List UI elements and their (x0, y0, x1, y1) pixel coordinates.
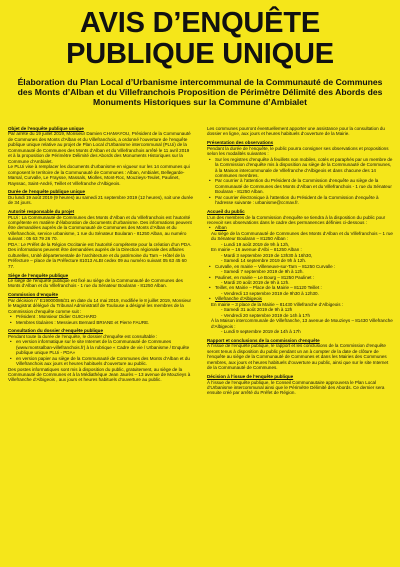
section-siege (8, 273, 194, 289)
paragraph: Pendant toute la durée de l’enquête, le dossier d’enquête est consultable : (8, 333, 158, 339)
date-line: - Samedi 7 septembre 2019 de 9h à 12h. (221, 269, 304, 275)
paragraph: Des postes informatiques sont mis à disposition du public, gratuitement, au siège de la Communauté de Communes et à la Médiathèque Jean Jaurès – 13 avenue de Mouzieys à Villefranche d’Albigeois , aux jours et heures habituels d’ouverture au public. (8, 366, 191, 383)
permanence-list (207, 264, 393, 269)
paragraph: L’un des membres de la Commission d’enquête se tiendra à la disposition du public pour recevoir ses observations dans le cadre des permanences définies ci-dessous : (207, 214, 386, 226)
section-duree (8, 189, 194, 205)
page-title: AVIS D’ENQUÊTE PUBLIQUE UNIQUE (66, 7, 334, 70)
list-item: • en version informatique sur le site Internet de la Communauté de Communes (www.montsalban-villefranchois.fr) à la rubrique « Cadre de vie / Urbanisme / Enquête publique unique PLUi - PDA» (8, 339, 194, 355)
section-observations (207, 140, 393, 205)
paragraph: Le PLUi vise à remplacer les documents d’urbanisme en vigueur sur les 14 communes qui composent le territoire de la Communauté de Communes : Alban, Ambialet, Bellegarde-Marsal, Curvalle, Le Fraysse, Massals, Miolles, Mont-Roc, Mouzieys-Teulet, Paulinet, Rayssac, Saint-André, Teillet et Villefranche d’Albigeois. (8, 164, 190, 186)
list-item: • Par courrier à l’attention du Président de la Commission d’enquête au siège de la Communauté de Communes des Monts d’Alban et du Villefranchois - 1 rue du Sénateur Boularan - 81250 Alban. (207, 178, 393, 194)
date-line: - Vendredi 13 septembre 2019 de 9h30 à 12h30. (221, 290, 319, 296)
location-text: En mairie – 16 avenue d’Albi – 81250 Alban : (211, 247, 302, 253)
location-text: À la Maison intercommunale de Villefranche, 13 avenue de Mouzieys – 81430 Villefranche d’Albigeois : (211, 318, 393, 329)
section-heading: Accueil du public (207, 209, 245, 215)
location-label: Alban (215, 225, 227, 231)
section-heading: Décision à l’issue de l’enquête publique (207, 374, 294, 380)
paragraph: Du lundi 19 août 2019 (9 heures) au samedi 21 septembre 2019 (12 heures), soit une durée de 34 jours. (8, 194, 194, 206)
observation-list (207, 157, 393, 206)
date-line: - Lundi 19 août 2019 de 9h à 12h, (221, 241, 290, 247)
paragraph: PDA : Le Préfet de la Région Occitanie est l’autorité compétente pour la création d’un PDA. Des informations peuvent être demandées auprès de la Direction régionale des affaires culturelles, Unité départementale de l’architecture et du patrimoine du Tarn – Hôtel de la Préfecture – place de la Préfecture 81013 ALBI cedex 09 au numéro suivant 05 63 45 60 77. (8, 241, 192, 269)
section-heading: Siège de l’enquête publique (8, 272, 69, 278)
permanence-list (207, 296, 393, 301)
section-consultation (8, 328, 194, 383)
page-subtitle: Élaboration du Plan Local d’Urbanisme intercommunal de la Communauté de Communes des Monts d’Alban et du Villefranchois Proposition de Périmètre Délimité des Abords des Monuments Historiques sur la Commune d’Ambialet (17, 77, 383, 108)
location-text: En mairie – 3 place de la Mairie – 81430 Villefranche d’Albigeois : (211, 301, 344, 307)
paragraph: À l’issue de l’enquête publique, le rapport et les conclusions de la Commission d’enquête seront tenus à disposition du public pendant un an à compter de la date de clôture de l’enquête au siège de la Communauté de Communes et dans les Mairies des Communes membres, aux jours et heures habituels d’ouverture au public, ainsi que sur le site Internet de la Communauté de Communes. (207, 343, 389, 371)
list-item: • Par courrier électronique à l’attention du Président de la Commission d’enquête à l’adresse suivante : urbanisme@ccmav.fr. (207, 195, 393, 206)
permanence-list (207, 275, 393, 280)
section-heading: Autorité responsable du projet (8, 209, 75, 215)
section-heading: Commission d’enquête (8, 292, 59, 298)
paragraph: À l’issue de l’enquête publique, le Conseil Communautaire approuvera le Plan Local d’Urbanisme intercommunal ainsi que le Périmètre Délimité des Abords. Ce dernier sera ensuite créé par arrêté du Préfet de Région. (207, 379, 385, 396)
section-heading: Durée de l’enquête publique unique (8, 189, 86, 195)
date-line: - Mardi 3 septembre 2019 de 13h30 à 16h30, (221, 252, 313, 258)
location-label: Villefranche d’Albigeois (215, 296, 262, 302)
date-line: - Samedi 14 septembre 2019 de 9h à 12h. (221, 258, 307, 264)
paragraph: Par décision n° E19000086/31 en date du 14 mai 2019, modifiée le 8 juillet 2019, Monsieur le Magistrat délégué du Tribunal Administratif de Toulouse a désigné les membres de la Commission d’enquête comme suit : (8, 297, 192, 314)
paragraph: Le siège de l’enquête publique est fixé au siège de la Communauté de Communes des Monts d’Alban et du Villefranchois - 1 rue du Sénateur Boularan - 81250 Alban. (8, 277, 183, 289)
section-autorite (8, 209, 194, 269)
member-list (8, 314, 194, 325)
list-item (207, 296, 393, 301)
list-item: • Président : Monsieur Didier GUICHARD (8, 314, 194, 319)
section-heading: Objet de l’enquête publique unique (8, 126, 84, 131)
list-item: • Curvalle, en mairie – Villeneuve-sur-Tarn – 81250 Curvalle : (207, 264, 393, 269)
list-item: • Membres titulaires : Messieurs Bernard BRIANE et Pierre FAURE. (8, 320, 194, 325)
section-heading: Présentation des observations (207, 140, 274, 146)
paragraph: Pendant la durée de l’enquête, le public pourra consigner ses observations et propositions selon les modalités suivantes : (207, 145, 389, 157)
section-rapport (207, 338, 393, 371)
paragraph: Les communes pourront éventuellement apporter une assistance pour la consultation du dossier en ligne, aux jours et heures habituels d’ouverture de la Mairie. (207, 126, 385, 137)
right-column (207, 126, 393, 396)
section-objet (8, 126, 194, 186)
consultation-list (8, 339, 194, 366)
list-item: • Sur les registres d’enquête à feuillets non mobiles, cotés et paraphés par un membre de la Commission d’enquête mis à disposition au siège de la Communauté de Communes, à la Maison intercommunale de Villefranche d’Albigeois et dans chacune des 14 communes membres. (207, 157, 393, 179)
section-commission (8, 292, 194, 325)
date-line: - Mardi 20 août 2019 de 9h à 12h. (221, 280, 290, 286)
date-line: - Vendredi 20 septembre 2019 de 14h à 17h (221, 312, 310, 318)
section-accueil (207, 209, 393, 334)
location-text: Au siège de la Communauté de Communes des Monts d’Alban et du Villefranchois – 1 rue du Sénateur Boularan – 81250 Alban : (211, 230, 393, 242)
left-column (8, 126, 194, 383)
list-item: • en version papier au siège de la Communauté de Communes des Monts d’Alban et du Villefranchois aux jours et heures habituels d’ouverture au public. (8, 356, 194, 367)
paragraph: PLUi : La Communauté de Communes des Monts d’Alban et du Villefranchois est l’autorité compétente en matière d’élaboration de documents d’urbanisme. Des informations peuvent être demandées auprès de la Communauté de Communes des Monts d’Alban et du Villefranchois, service urbanisme, 1 rue du Sénateur Boularan - 81250 Alban, au numéro suivant : 05 63 79 26 70. (8, 214, 192, 242)
permanence-list (207, 225, 393, 230)
list-item (207, 225, 393, 230)
list-item: • Teillet, en Mairie – Place de la Mairie – 81120 Teillet : (207, 285, 393, 290)
permanence-list (207, 285, 393, 290)
date-line: - Samedi 31 août 2019 de 9h à 12h (221, 307, 293, 313)
paragraph: Par arrêté du 19 juillet 2019, Monsieur Damien CHAMAYOU, Président de la Communauté de Communes des Monts d’Alban et du Villefranchois, a ordonné l’ouverture de l’enquête publique unique relative au projet de Plan Local d’Urbanisme intercommunal (PLUi) de la Communauté de Communes des Monts d’Alban et du Villefranchois arrêté le 11 avril 2019 et à la proposition de Périmètre Délimité des Abords des Monuments Historiques sur la Commune d’Ambialet. (8, 131, 191, 164)
section-decision (207, 374, 393, 396)
list-item: • Paulinet, en mairie – Le Bourg – 81250 Paulinet : (207, 275, 393, 280)
section-heading: Rapport et conclusions de la commission d’enquête (207, 337, 320, 343)
date-line: - Lundi 9 septembre 2019 de 14h à 17h (221, 329, 301, 335)
section-heading: Consultation du dossier d’enquête publique (8, 328, 103, 334)
